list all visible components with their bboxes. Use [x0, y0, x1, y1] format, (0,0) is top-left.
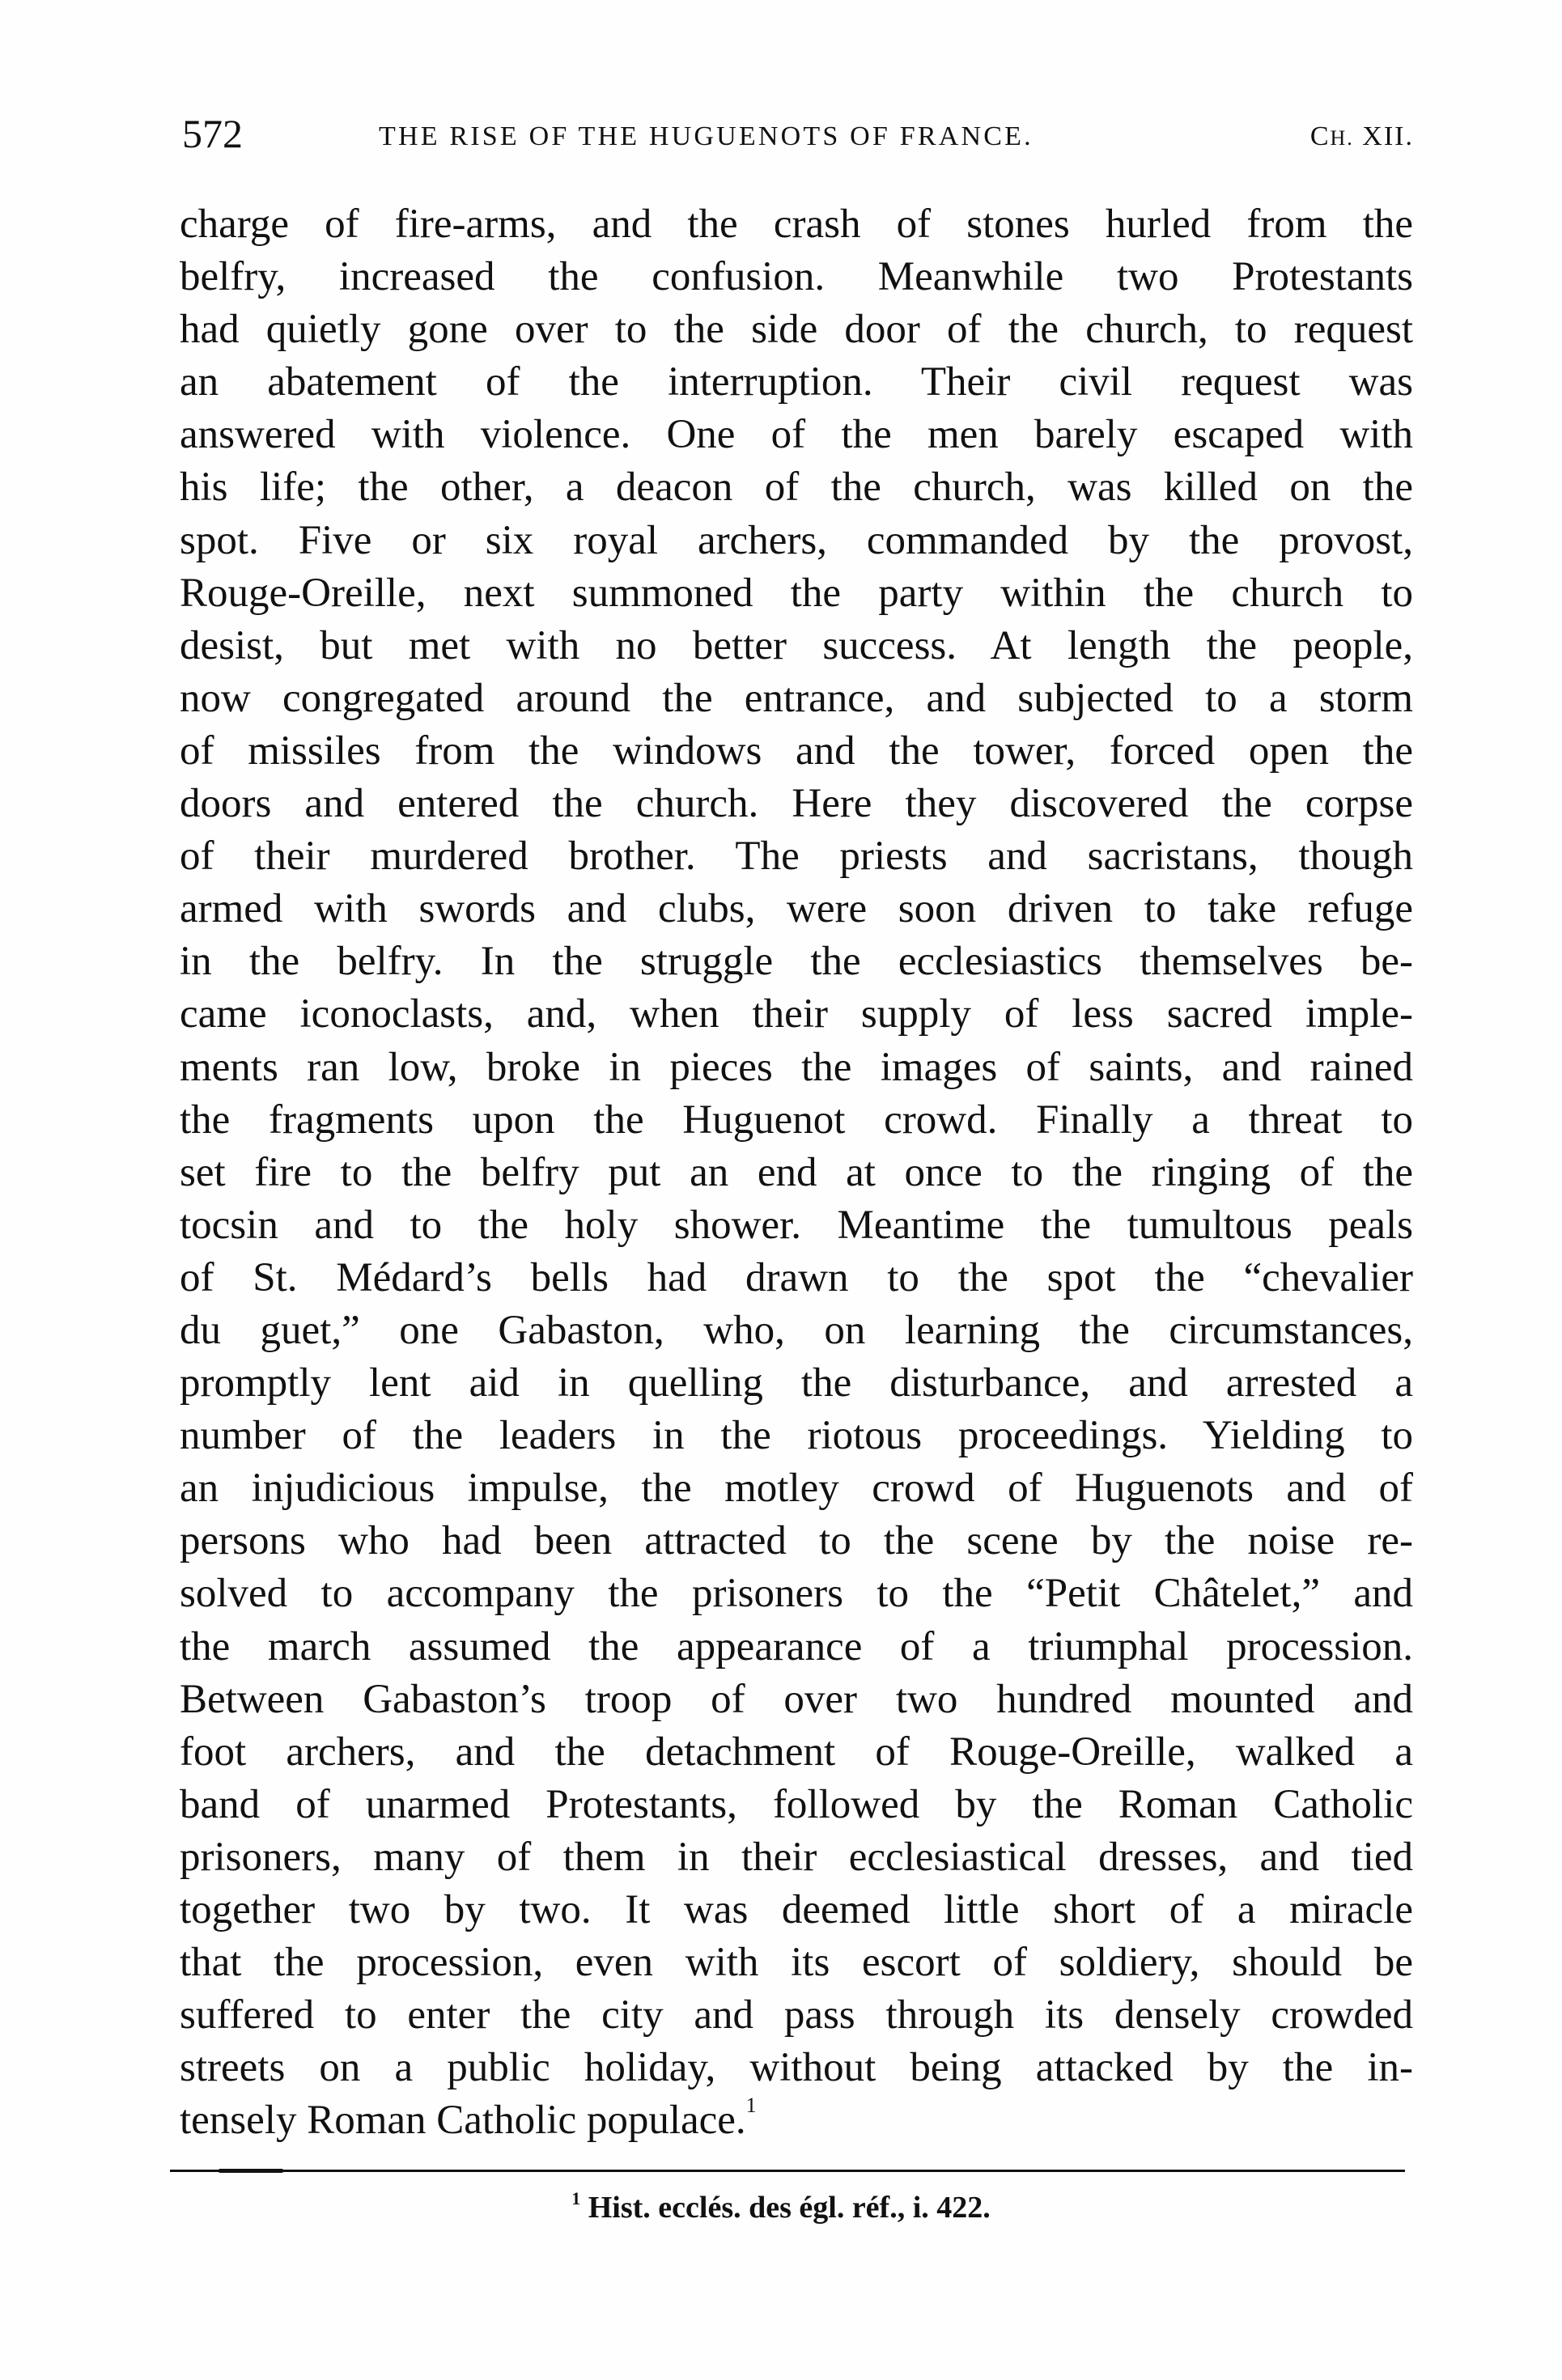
text-line [180, 1621, 1413, 1674]
text-line [180, 1779, 1413, 1831]
text-line [180, 409, 1413, 461]
text-line [180, 251, 1413, 303]
text-line-content: streets on a public holiday, without being attacked by the in- [180, 2045, 1413, 2091]
text-line [180, 1147, 1413, 1199]
text-line-content: du guet,” one Gabaston, who, on learning the circumstances, [180, 1307, 1413, 1353]
text-line [180, 1831, 1413, 1884]
text-line-content: solved to accompany the prisoners to the “Petit Châtelet,” and [180, 1571, 1413, 1617]
text-line-content: number of the leaders in the riotous proceedings. Yielding to [180, 1413, 1413, 1459]
text-line [180, 356, 1413, 409]
text-line [180, 515, 1413, 567]
text-line-content: now congregated around the entrance, and subjected to a storm [180, 675, 1413, 721]
text-line [180, 988, 1413, 1041]
text-line-content: armed with swords and clubs, were soon driven to take refuge [180, 886, 1413, 932]
body-text [180, 198, 1413, 2147]
text-line-content: Rouge-Oreille, next summoned the party within the church to [180, 570, 1413, 616]
text-line [180, 620, 1413, 672]
text-line-content: an injudicious impulse, the motley crowd of Huguenots and of [180, 1466, 1413, 1512]
text-line-content: tocsin and to the holy shower. Meantime the tumultous peals [180, 1202, 1413, 1248]
text-line-content: desist, but met with no better success. At length the people, [180, 622, 1413, 668]
text-line-content: of their murdered brother. The priests and sacristans, though [180, 834, 1413, 880]
text-line [180, 1252, 1413, 1305]
text-line [180, 725, 1413, 778]
text-line-content: of St. Médard’s bells had drawn to the spot the “chevalier [180, 1254, 1413, 1300]
text-line [180, 303, 1413, 356]
text-line [180, 1937, 1413, 1989]
text-line-content: ments ran low, broke in pieces the images of saints, and rained [180, 1044, 1413, 1090]
text-line-content: set fire to the belfry put an end at once to the ringing of the [180, 1149, 1413, 1195]
text-line [180, 1462, 1413, 1515]
text-line [180, 1094, 1413, 1147]
text-line-content: of missiles from the windows and the tower, forced open the [180, 728, 1413, 774]
text-line [180, 567, 1413, 620]
text-line-content: Between Gabaston’s troop of over two hundred mounted and [180, 1676, 1413, 1722]
text-line-content: in the belfry. In the struggle the ecclesiastics themselves be- [180, 939, 1413, 985]
text-line [180, 1410, 1413, 1462]
text-line [180, 2094, 1413, 2147]
text-line [180, 1726, 1413, 1779]
text-line [180, 1674, 1413, 1726]
text-line [180, 1305, 1413, 1357]
chapter-label [1310, 117, 1414, 159]
chapter-prefix: C [1309, 121, 1331, 151]
text-line [180, 2042, 1413, 2094]
text-line [180, 830, 1413, 883]
text-line-content: foot archers, and the detachment of Rouge-Oreille, walked a [180, 1729, 1413, 1775]
footnote-marker: 1 [571, 2188, 581, 2208]
text-line-content: together two by two. It was deemed little short of a miracle [180, 1887, 1413, 1932]
footnote-reference[interactable]: 1 [745, 2094, 757, 2118]
text-line-content: that the procession, even with its escort of soldiery, should be [180, 1940, 1413, 1986]
text-line-content: came iconoclasts, and, when their supply of less sacred imple- [180, 991, 1413, 1037]
text-line [180, 1568, 1413, 1620]
text-line-content: persons who had been attracted to the scene by the noise re- [180, 1518, 1413, 1564]
text-line [180, 1515, 1413, 1568]
footnote-text: Hist. ecclés. des égl. réf., i. 422. [588, 2191, 991, 2225]
chapter-prefix-smallcap: H. [1330, 126, 1354, 150]
text-line-content: prisoners, many of them in their ecclesiastical dresses, and tied [180, 1834, 1413, 1880]
text-line [180, 1357, 1413, 1410]
text-line [180, 935, 1413, 988]
page-number: 572 [182, 111, 243, 156]
footnote-rule [170, 2170, 1405, 2172]
running-head [180, 109, 1414, 158]
text-line-content: belfry, increased the confusion. Meanwhile two Protestants [180, 254, 1413, 300]
text-line-content: doors and entered the church. Here they discovered the corpse [180, 781, 1413, 827]
text-line [180, 1884, 1413, 1937]
running-title: THE RISE OF THE HUGUENOTS OF FRANCE. [379, 121, 1034, 151]
text-line-content: charge of fire-arms, and the crash of stones hurled from the [180, 202, 1413, 247]
text-line-content: his life; the other, a deacon of the church, was killed on the [180, 465, 1413, 511]
text-line-content: the march assumed the appearance of a triumphal procession. [180, 1623, 1413, 1669]
text-line-content: suffered to enter the city and pass through its densely crowded [180, 1992, 1413, 2038]
text-line [180, 198, 1413, 251]
footnote-rule-ornament [219, 2169, 283, 2173]
text-line-content: band of unarmed Protestants, followed by the Roman Catholic [180, 1781, 1413, 1827]
text-line-content: tensely Roman Catholic populace. [180, 2098, 746, 2144]
text-line [180, 672, 1413, 725]
text-line-content: an abatement of the interruption. Their civil request was [180, 359, 1413, 405]
chapter-number: XII. [1362, 121, 1414, 151]
text-line [180, 461, 1413, 514]
text-line [180, 778, 1413, 830]
text-line [180, 1989, 1413, 2042]
text-line-content: spot. Five or six royal archers, commanded by the provost, [180, 517, 1413, 563]
text-line [180, 1199, 1413, 1252]
text-line [180, 883, 1413, 935]
footnote [0, 2188, 1562, 2227]
text-line-content: the fragments upon the Huguenot crowd. Finally a threat to [180, 1097, 1413, 1143]
text-line-content: answered with violence. One of the men barely escaped with [180, 412, 1413, 458]
text-line [180, 1042, 1413, 1094]
text-line-content: promptly lent aid in quelling the disturbance, and arrested a [180, 1360, 1413, 1406]
text-line-content: had quietly gone over to the side door of the church, to request [180, 307, 1413, 353]
